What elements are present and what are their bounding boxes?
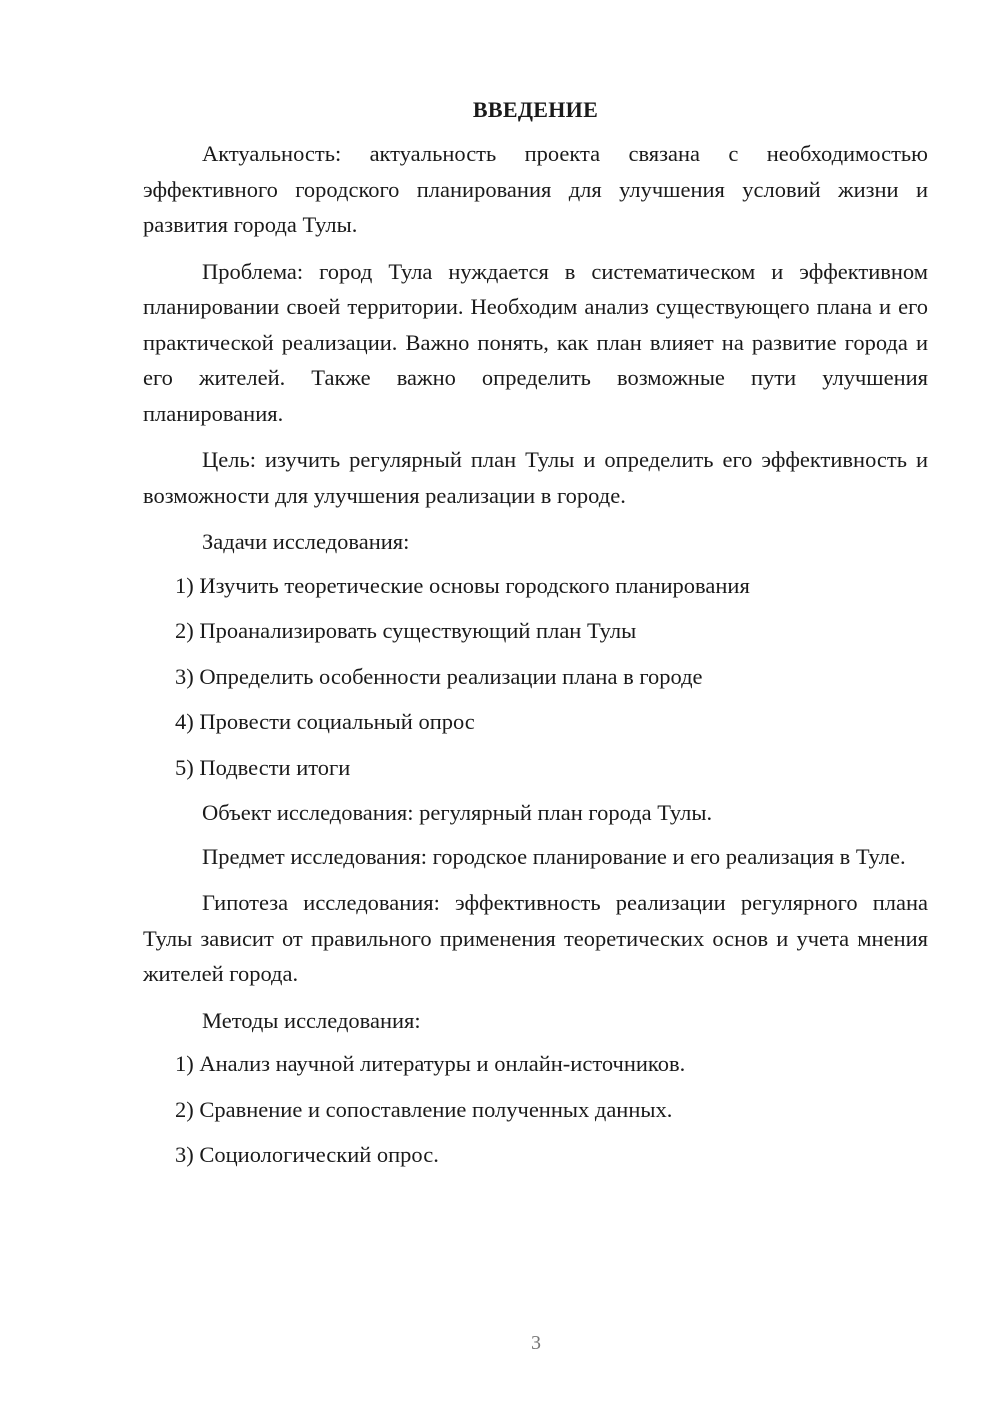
- tasks-list: [143, 568, 928, 786]
- relevance-paragraph: Актуальность: актуальность проекта связана с необходимостью эффективного городского планирования для улучшения условий жизни и развития города Тулы.: [143, 141, 928, 237]
- methods-label: Методы исследования:: [202, 1007, 421, 1033]
- list-item: 2) Сравнение и сопоставление полученных данных.: [175, 1096, 673, 1122]
- list-item: 3) Определить особенности реализации плана в городе: [175, 663, 703, 689]
- hypothesis-paragraph: Гипотеза исследования: эффективность реализации регулярного плана Тулы зависит от правильного применения теоретических основ и учета мнения жителей города.: [143, 890, 928, 986]
- object-paragraph: Объект исследования: регулярный план города Тулы.: [202, 800, 713, 825]
- page-title: ВВЕДЕНИЕ: [472, 97, 599, 122]
- list-item: 3) Социологический опрос.: [175, 1142, 439, 1167]
- page-number: 3: [531, 1332, 541, 1354]
- problem-paragraph: Проблема: город Тула нуждается в систематическом и эффективном планировании своей территории. Необходим анализ существующего плана и его практической реализации. Важно понять, как план влияет на развитие города и его жителей. Также важно определить возможные пути улучшения планирования.: [143, 258, 928, 426]
- subject-paragraph: Предмет исследования: городское планирование и его реализация в Туле.: [202, 843, 906, 869]
- tasks-label: Задачи исследования:: [202, 529, 410, 554]
- list-item: 2) Проанализировать существующий план Тулы: [175, 618, 637, 643]
- list-item: 1) Изучить теоретические основы городского планирования: [175, 572, 750, 598]
- list-item: 5) Подвести итоги: [175, 754, 351, 780]
- methods-list: [143, 1046, 928, 1173]
- list-item: 4) Провести социальный опрос: [175, 709, 475, 734]
- goal-paragraph: Цель: изучить регулярный план Тулы и определить его эффективность и возможности для улучшения реализации в городе.: [143, 447, 928, 508]
- document-body: [143, 94, 928, 1183]
- list-item: 1) Анализ научной литературы и онлайн-источников.: [175, 1051, 686, 1076]
